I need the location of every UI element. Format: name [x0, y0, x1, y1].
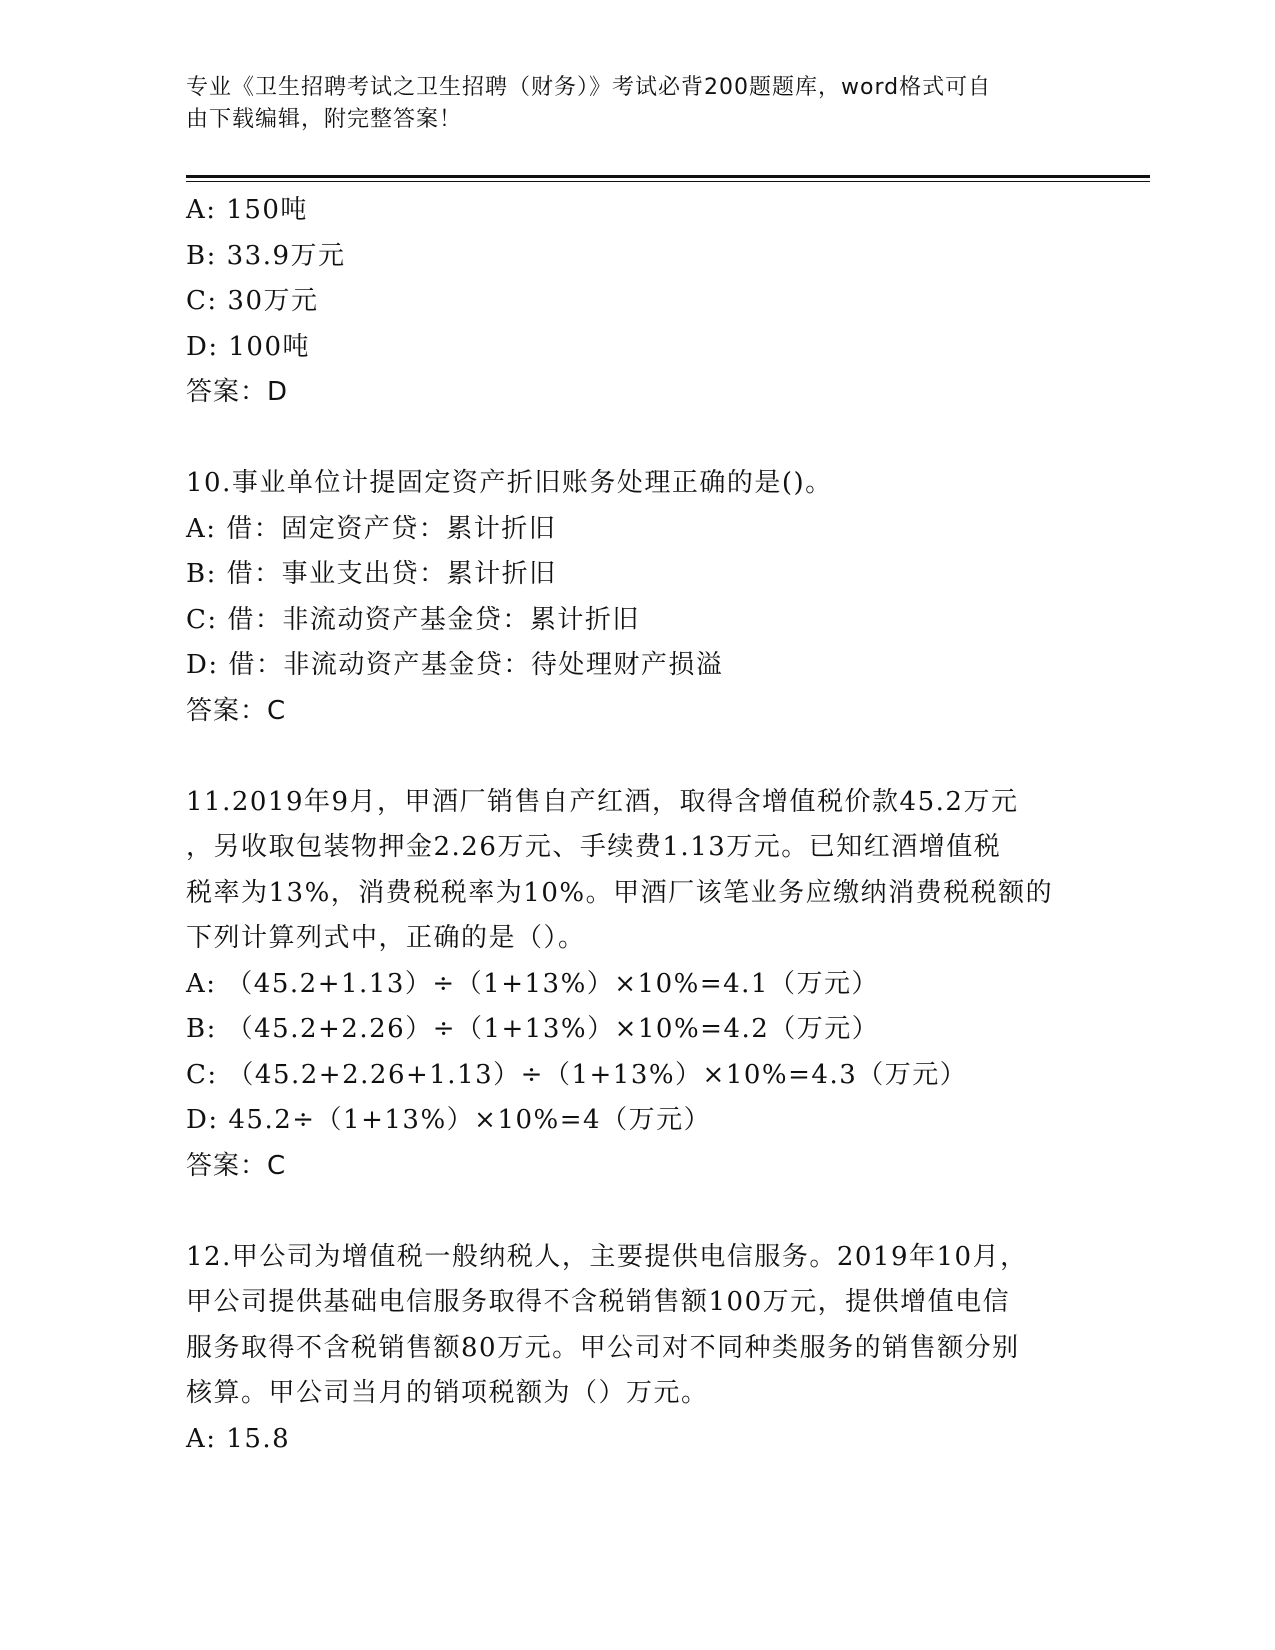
option-a: A: 150吨	[186, 195, 308, 225]
option-c: C: 30万元	[186, 286, 319, 316]
question-text: 10.事业单位计提固定资产折旧账务处理正确的是()。	[186, 468, 833, 498]
question-text-line-3: 税率为13%，消费税税率为10%。甲酒厂该笔业务应缴纳消费税税额的	[186, 877, 1054, 908]
question-12	[186, 1235, 1086, 1463]
question-text-line-4: 核算。甲公司当月的销项税额为（）万元。	[186, 1378, 709, 1408]
question-text-line-1: 11.2019年9月，甲酒厂销售自产红酒，取得含增值税价款45.2万元	[186, 786, 1019, 817]
header-line-2: 由下载编辑，附完整答案！	[186, 107, 463, 132]
document-content	[186, 188, 1086, 1462]
question-text-line-3: 服务取得不含税销售额80万元。甲公司对不同种类服务的销售额分别	[186, 1332, 1020, 1363]
answer-line: 答案：C	[186, 1150, 287, 1181]
option-b: B: 借：事业支出贷：累计折旧	[186, 559, 557, 589]
question-block-prev	[186, 188, 1086, 416]
option-a: A: 15.8	[186, 1423, 291, 1454]
option-c: C: 借：非流动资产基金贷：累计折旧	[186, 604, 640, 635]
option-a: A: （45.2+1.13）÷（1+13%）×10%=4.1（万元）	[186, 968, 879, 999]
question-11	[186, 780, 1086, 1190]
question-text-line-2: 甲公司提供基础电信服务取得不含税销售额100万元，提供增值电信	[186, 1287, 1011, 1317]
question-text-line-2: ，另收取包装物押金2.26万元、手续费1.13万元。已知红酒增值税	[186, 832, 1002, 862]
question-10	[186, 461, 1086, 734]
question-text-line-4: 下列计算列式中，正确的是（）。	[186, 923, 586, 953]
option-b: B: 33.9万元	[186, 240, 346, 271]
option-c: C: （45.2+2.26+1.13）÷（1+13%）×10%=4.3（万元）	[186, 1059, 968, 1090]
header-divider-thick	[186, 175, 1150, 178]
header-divider-thin	[186, 181, 1150, 182]
option-b: B: （45.2+2.26）÷（1+13%）×10%=4.2（万元）	[186, 1014, 880, 1044]
option-d: D: 100吨	[186, 331, 310, 362]
header-line-1: 专业《卫生招聘考试之卫生招聘（财务）》考试必背200题题库，word格式可自	[186, 75, 992, 100]
option-d: D: 借：非流动资产基金贷：待处理财产损溢	[186, 650, 724, 680]
option-d: D: 45.2÷（1+13%）×10%=4（万元）	[186, 1105, 712, 1135]
question-text-line-1: 12.甲公司为增值税一般纳税人，主要提供电信服务。2019年10月，	[186, 1241, 1028, 1272]
document-header	[186, 72, 1066, 136]
answer-line: 答案：D	[186, 377, 289, 407]
option-a: A: 借：固定资产贷：累计折旧	[186, 513, 557, 544]
answer-line: 答案：C	[186, 695, 287, 726]
